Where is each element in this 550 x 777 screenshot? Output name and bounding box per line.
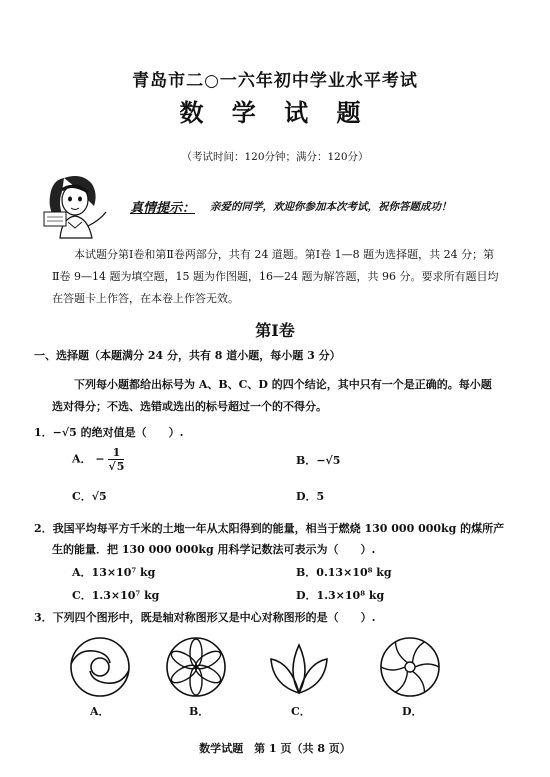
q1-option-d: D．5 [296,490,325,503]
volume-title: 第Ⅰ卷 [255,321,295,340]
exam-info: （考试时间：120分钟；满分：120分） [181,151,369,163]
q1-option-a: A． − $\frac{1}{√5}$ [72,446,125,473]
q1-option-c: C．√5 [72,490,107,503]
tip-label: 真情提示： [130,201,196,216]
page-footer: 数学试题 第 1 页（共 8 页） [199,742,351,755]
question-2-stem-line1: 2．我国平均每平方千米的土地一年从太阳得到的能量，相当于燃烧 130 000 000kg 的煤所产 [34,522,505,535]
question-1-stem: 1．−√5 的绝对值是（ ）. [34,426,184,439]
q1-option-b: B．−√5 [296,454,341,467]
q1-a-fraction: $\frac{1}{√5}$ [108,446,125,473]
figure-c-icon [267,635,331,699]
section-instruction: 下列每小题都给出标号为 A、B、C、D 的四个结论，其中只有一个是正确的。每小题选对得分；不选、选错或选出的标号超过一个的不得分。 [52,378,492,413]
question-2-stem-line2: 生的能量．把 130 000 000kg 用科学记数法可表示为（ ）. [52,543,376,556]
intro-paragraph: 本试题分第Ⅰ卷和第Ⅱ卷两部分，共有 24 道题。第Ⅰ卷 1—8 题为选择题，共 24 分；第Ⅱ卷 9—14 题为填空题，15 题为作图题，16—24 题为解答题，共 96 分。要求所有题目均在答题卡上作答，在本卷上作答无效。 [52,248,499,305]
figure-b-icon [164,635,228,699]
tip-text: 亲爱的同学，欢迎你参加本次考试，祝你答题成功！ [210,201,452,213]
figure-d-icon [378,635,442,699]
q2-option-a: A．13×10⁷ kg [72,566,156,579]
q2-option-d: D．1.3×10⁸ kg [296,589,385,602]
figure-a-caption: A． [90,705,110,718]
q1-math: −√5 [52,426,77,439]
section-title: 一、选择题（本题满分 24 分，共有 8 道小题，每小题 3 分） [34,349,341,362]
figure-d-caption: D． [402,705,423,718]
subject-title: 数 学 试 题 [179,98,371,127]
student-cartoon-icon [42,170,124,240]
exam-title: 青岛市二○一六年初中学业水平考试 [132,71,418,91]
figure-b-caption: B． [189,705,210,718]
q2-option-c: C．1.3×10⁷ kg [72,589,160,602]
figure-c-caption: C． [291,705,311,718]
figure-a-icon [68,635,132,699]
question-3-stem: 3．下列四个图形中，既是轴对称图形又是中心对称图形的是（ ）. [34,611,376,624]
q2-option-b: B．0.13×10⁸ kg [296,566,392,579]
